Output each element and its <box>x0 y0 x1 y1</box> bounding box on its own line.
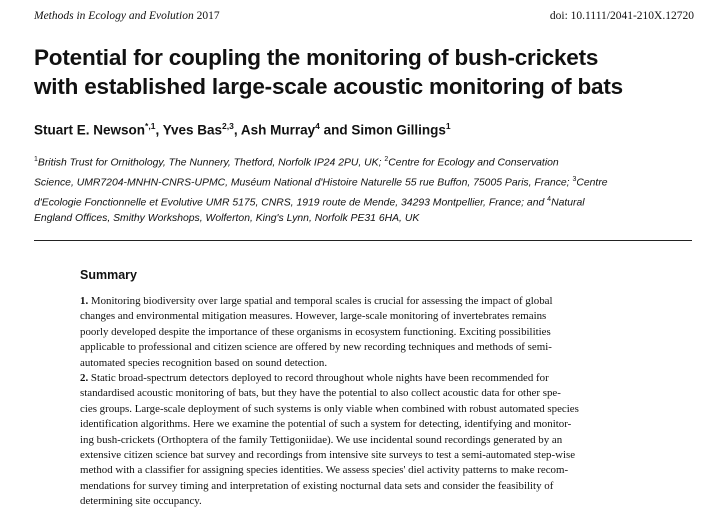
title-line: Potential for coupling the monitoring of bush-crickets <box>34 45 599 70</box>
author-name[interactable]: Ash Murray <box>240 122 316 138</box>
paragraph-number: 1. <box>80 295 89 307</box>
article-title <box>34 43 704 101</box>
author-name[interactable]: Yves Bas <box>162 122 223 138</box>
running-header <box>34 10 694 30</box>
author-affiliation-mark: 2,3 <box>222 121 234 131</box>
summary-line: ing bush-crickets (Orthoptera of the family Tettigoniidae). We use incidental sound recordings generated by an <box>80 433 563 446</box>
author-affiliation-mark: 1 <box>445 121 451 131</box>
doi-link[interactable]: doi: 10.1111/2041-210X.12720 <box>549 10 694 22</box>
summary-line: changes and environmental mitigation measures. However, large-scale monitoring of invertebrates remains <box>80 310 547 323</box>
journal-year: 2017 <box>196 10 220 22</box>
author-affiliation-mark: 4 <box>315 121 320 131</box>
paragraph-number: 2. <box>80 372 89 385</box>
summary-line: cies groups. Large-scale deployment of such systems is only viable when combined with robust automated species <box>80 402 579 415</box>
author-affiliation-mark: *,1 <box>145 121 156 131</box>
summary-line: 1. Monitoring biodiversity over large spatial and temporal scales is crucial for assessing the impact of global <box>80 295 553 307</box>
affiliation-line: England Offices, Smithy Workshops, Wolferton, King's Lynn, Norfolk PE31 6HA, UK <box>34 213 420 225</box>
summary-line: standardised acoustic monitoring of bats, but they have the potential to also collect acoustic data for other spe- <box>80 387 561 400</box>
summary-body <box>80 294 650 510</box>
summary-heading: Summary <box>80 268 137 282</box>
affiliation-line: Science, UMR7204-MNHN-CNRS-UPMC, Muséum National d'Histoire Naturelle 55 rue Buffon, 75005 Paris, France; $^3$Centre <box>34 175 608 189</box>
affiliations <box>34 152 696 228</box>
title-line: with established large-scale acoustic monitoring of bats <box>34 74 623 99</box>
author-list: Stuart E. Newson$^{*,1}$, Yves Bas$^{2,3}$, Ash Murray$^4$ and Simon Gillings$^1$ <box>34 121 451 138</box>
summary-line: 2. Static broad-spectrum detectors deployed to record throughout whole nights have been recommended for <box>80 372 549 385</box>
affiliation-line: d'Ecologie Fonctionnelle et Evolutive UMR 5175, CNRS, 1919 route de Mende, 34293 Montpellier, France; and $^4$Natural <box>34 195 585 208</box>
summary-line: applicable to professional and citizen science are offered by new recording techniques and methods of semi- <box>80 341 552 354</box>
journal-citation <box>34 10 220 22</box>
summary-line: method with a classifier for assigning species identities. We assess species' diel activity patterns to make recom- <box>80 464 569 477</box>
summary-line: mendations for survey timing and interpretation of existing nocturnal data sets and consider the feasibility of <box>80 479 554 492</box>
summary-line: extensive citizen science bat survey and recordings from intensive site surveys to test a semi-automated step-wise <box>80 449 576 462</box>
affiliation-line: $^1$British Trust for Ornithology, The Nunnery, Thetford, Norfolk IP24 2PU, UK; $^2$Centre for Ecology and Conservation <box>34 156 559 169</box>
summary-line: determining site occupancy. <box>80 495 202 508</box>
journal-name: Methods in Ecology and Evolution <box>34 10 194 22</box>
author-name[interactable]: Stuart E. Newson <box>34 122 146 138</box>
summary-line: identification algorithms. Here we examine the potential of such a system for detecting, identifying and monitor- <box>80 418 572 431</box>
summary-line: automated species recognition based on sound detection. <box>80 356 328 369</box>
author-name[interactable]: Simon Gillings <box>351 122 446 138</box>
section-divider <box>34 240 692 241</box>
summary-line: poorly developed despite the importance of these organisms in ecosystem functioning. Exciting possibilities <box>80 325 551 338</box>
